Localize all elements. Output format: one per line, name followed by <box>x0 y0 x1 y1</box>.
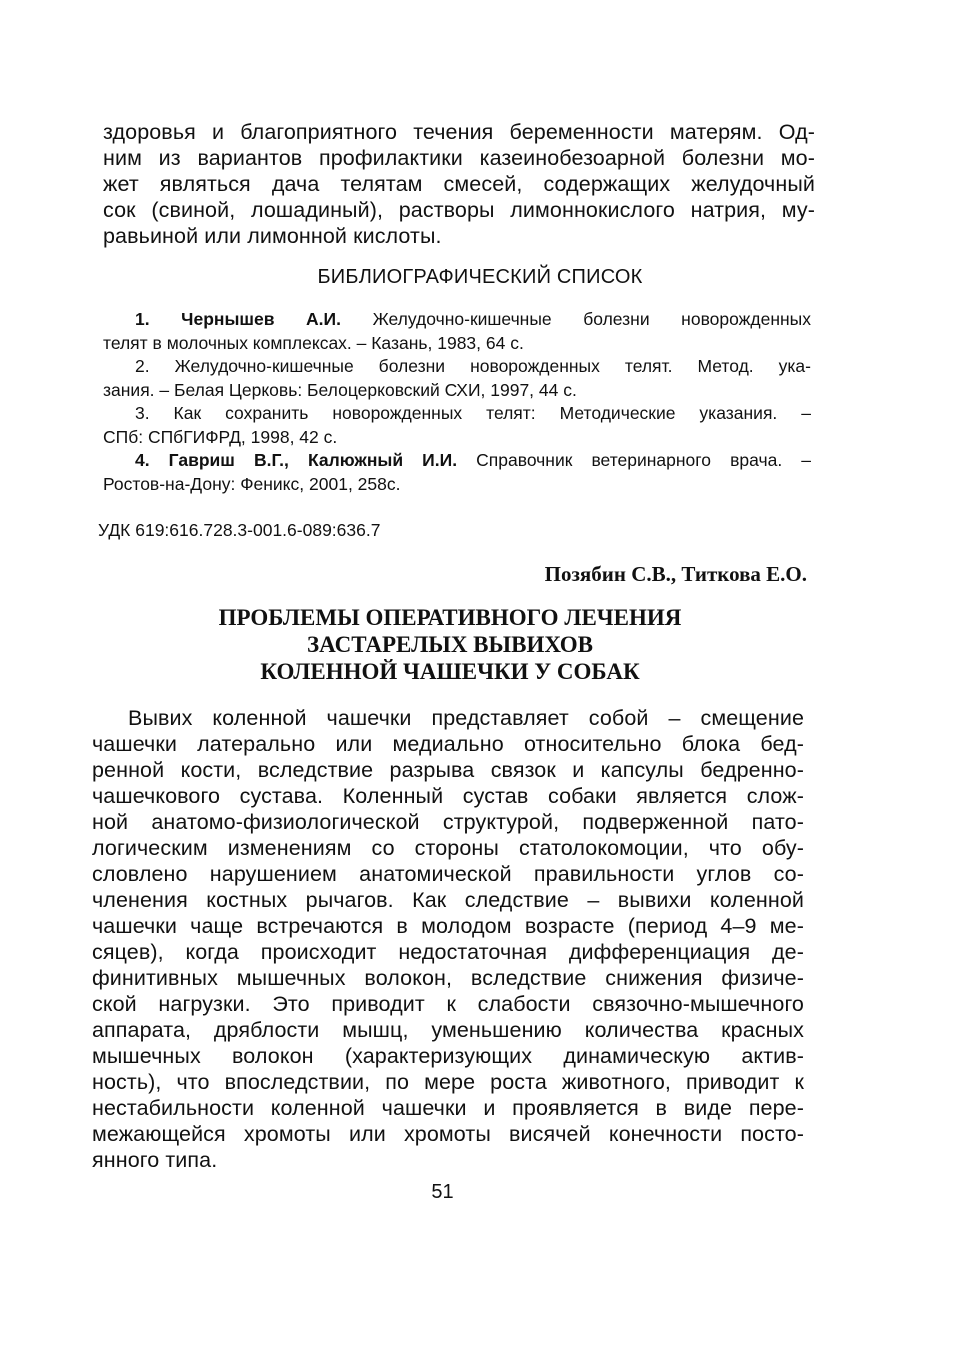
bibliography-entry <box>103 402 811 449</box>
bibliography-entry <box>103 308 811 355</box>
text-line: сяцев), когда происходит недостаточная дифференциация де- <box>92 940 804 964</box>
text-line: нестабильности коленной чашечки и проявляется в виде пере- <box>92 1096 804 1120</box>
text-line: жет являться дача телятам смесей, содержащих желудочный <box>103 172 815 196</box>
text-line: Вывих коленной чашечки представляет собой – смещение <box>128 706 804 730</box>
text-line: членения костных рычагов. Как следствие – вывихи коленной <box>92 888 804 912</box>
title-line: ПРОБЛЕМЫ ОПЕРАТИВНОГО ЛЕЧЕНИЯ <box>218 605 682 630</box>
entry-text: Справочник ветеринарного врача. – <box>476 450 811 470</box>
title-line: КОЛЕННОЙ ЧАШЕЧКИ У СОБАК <box>260 659 640 684</box>
title-line: ЗАСТАРЕЛЫХ ВЫВИХОВ <box>306 632 594 657</box>
text-line: равьиной или лимонной кислоты. <box>103 224 442 248</box>
entry-text: СПб: СПбГИФРД, 1998, 42 с. <box>103 426 338 447</box>
text-line: сок (свиной, лошадиный), растворы лимоннокислого натрия, му- <box>103 198 815 222</box>
text-line: логическим изменениям со стороны статолокомоции, что обу- <box>92 836 804 860</box>
text-line: янного типа. <box>92 1148 218 1172</box>
text-line: ним из вариантов профилактики казеинобезоарной болезни мо- <box>103 146 815 170</box>
page-number: 51 <box>431 1181 454 1203</box>
text-line: аппарата, дряблости мышц, уменьшению количества красных <box>92 1018 804 1042</box>
text-line: финитивных мышечных волокон, вследствие снижения физиче- <box>92 966 804 990</box>
entry-text: Желудочно-кишечные болезни новорожденных <box>372 309 811 329</box>
article-title <box>0 604 900 685</box>
text-line: чашечки латерально или медиально относительно блока бед- <box>92 732 804 756</box>
text-line: чашечки чаще встречаются в молодом возрасте (период 4–9 ме- <box>92 914 804 938</box>
bibliography-entry <box>103 449 811 496</box>
text-line: словлено нарушением анатомической правильности углов со- <box>92 862 804 886</box>
intro-paragraph <box>103 119 815 249</box>
text-line: здоровья и благоприятного течения беременности матерям. Од- <box>103 120 815 144</box>
bibliography-entry <box>103 355 811 402</box>
entry-text: телят в молочных комплексах. – Казань, 1983, 64 с. <box>103 332 524 353</box>
entry-text: 3. Как сохранить новорожденных телят: Методические указания. – <box>135 403 811 423</box>
bibliography-heading: БИБЛИОГРАФИЧЕСКИЙ СПИСОК <box>317 266 643 288</box>
text-line: мышечных волокон (характеризующих динамическую актив- <box>92 1044 804 1068</box>
bibliography-list <box>103 308 811 496</box>
article-body <box>92 705 804 1173</box>
entry-text: Ростов-на-Дону: Феникс, 2001, 258с. <box>103 473 401 494</box>
entry-author: 4. Гавриш В.Г., Калюжный И.И. <box>135 450 458 470</box>
text-line: ной анатомо-физиологической структурой, подверженной пато- <box>92 810 804 834</box>
text-line: ность), что впоследствии, по мере роста животного, приводит к <box>92 1070 804 1094</box>
entry-text: зания. – Белая Церковь: Белоцерковский СХИ, 1997, 44 с. <box>103 379 577 400</box>
text-line: ренной кости, вследствие разрыва связок и капсулы бедренно- <box>92 758 804 782</box>
text-line: межающейся хромоты или хромоты висячей конечности посто- <box>92 1122 804 1146</box>
text-line: ской нагрузки. Это приводит к слабости связочно-мышечного <box>92 992 804 1016</box>
entry-text: 2. Желудочно-кишечные болезни новорожденных телят. Метод. ука- <box>135 356 811 376</box>
udk-code: УДК 619:616.728.3-001.6-089:636.7 <box>98 520 381 540</box>
text-line: чашечкового сустава. Коленный сустав собаки является слож- <box>92 784 804 808</box>
entry-author: 1. Чернышев А.И. <box>135 309 341 329</box>
article-authors: Позябин С.В., Титкова Е.О. <box>544 562 807 586</box>
